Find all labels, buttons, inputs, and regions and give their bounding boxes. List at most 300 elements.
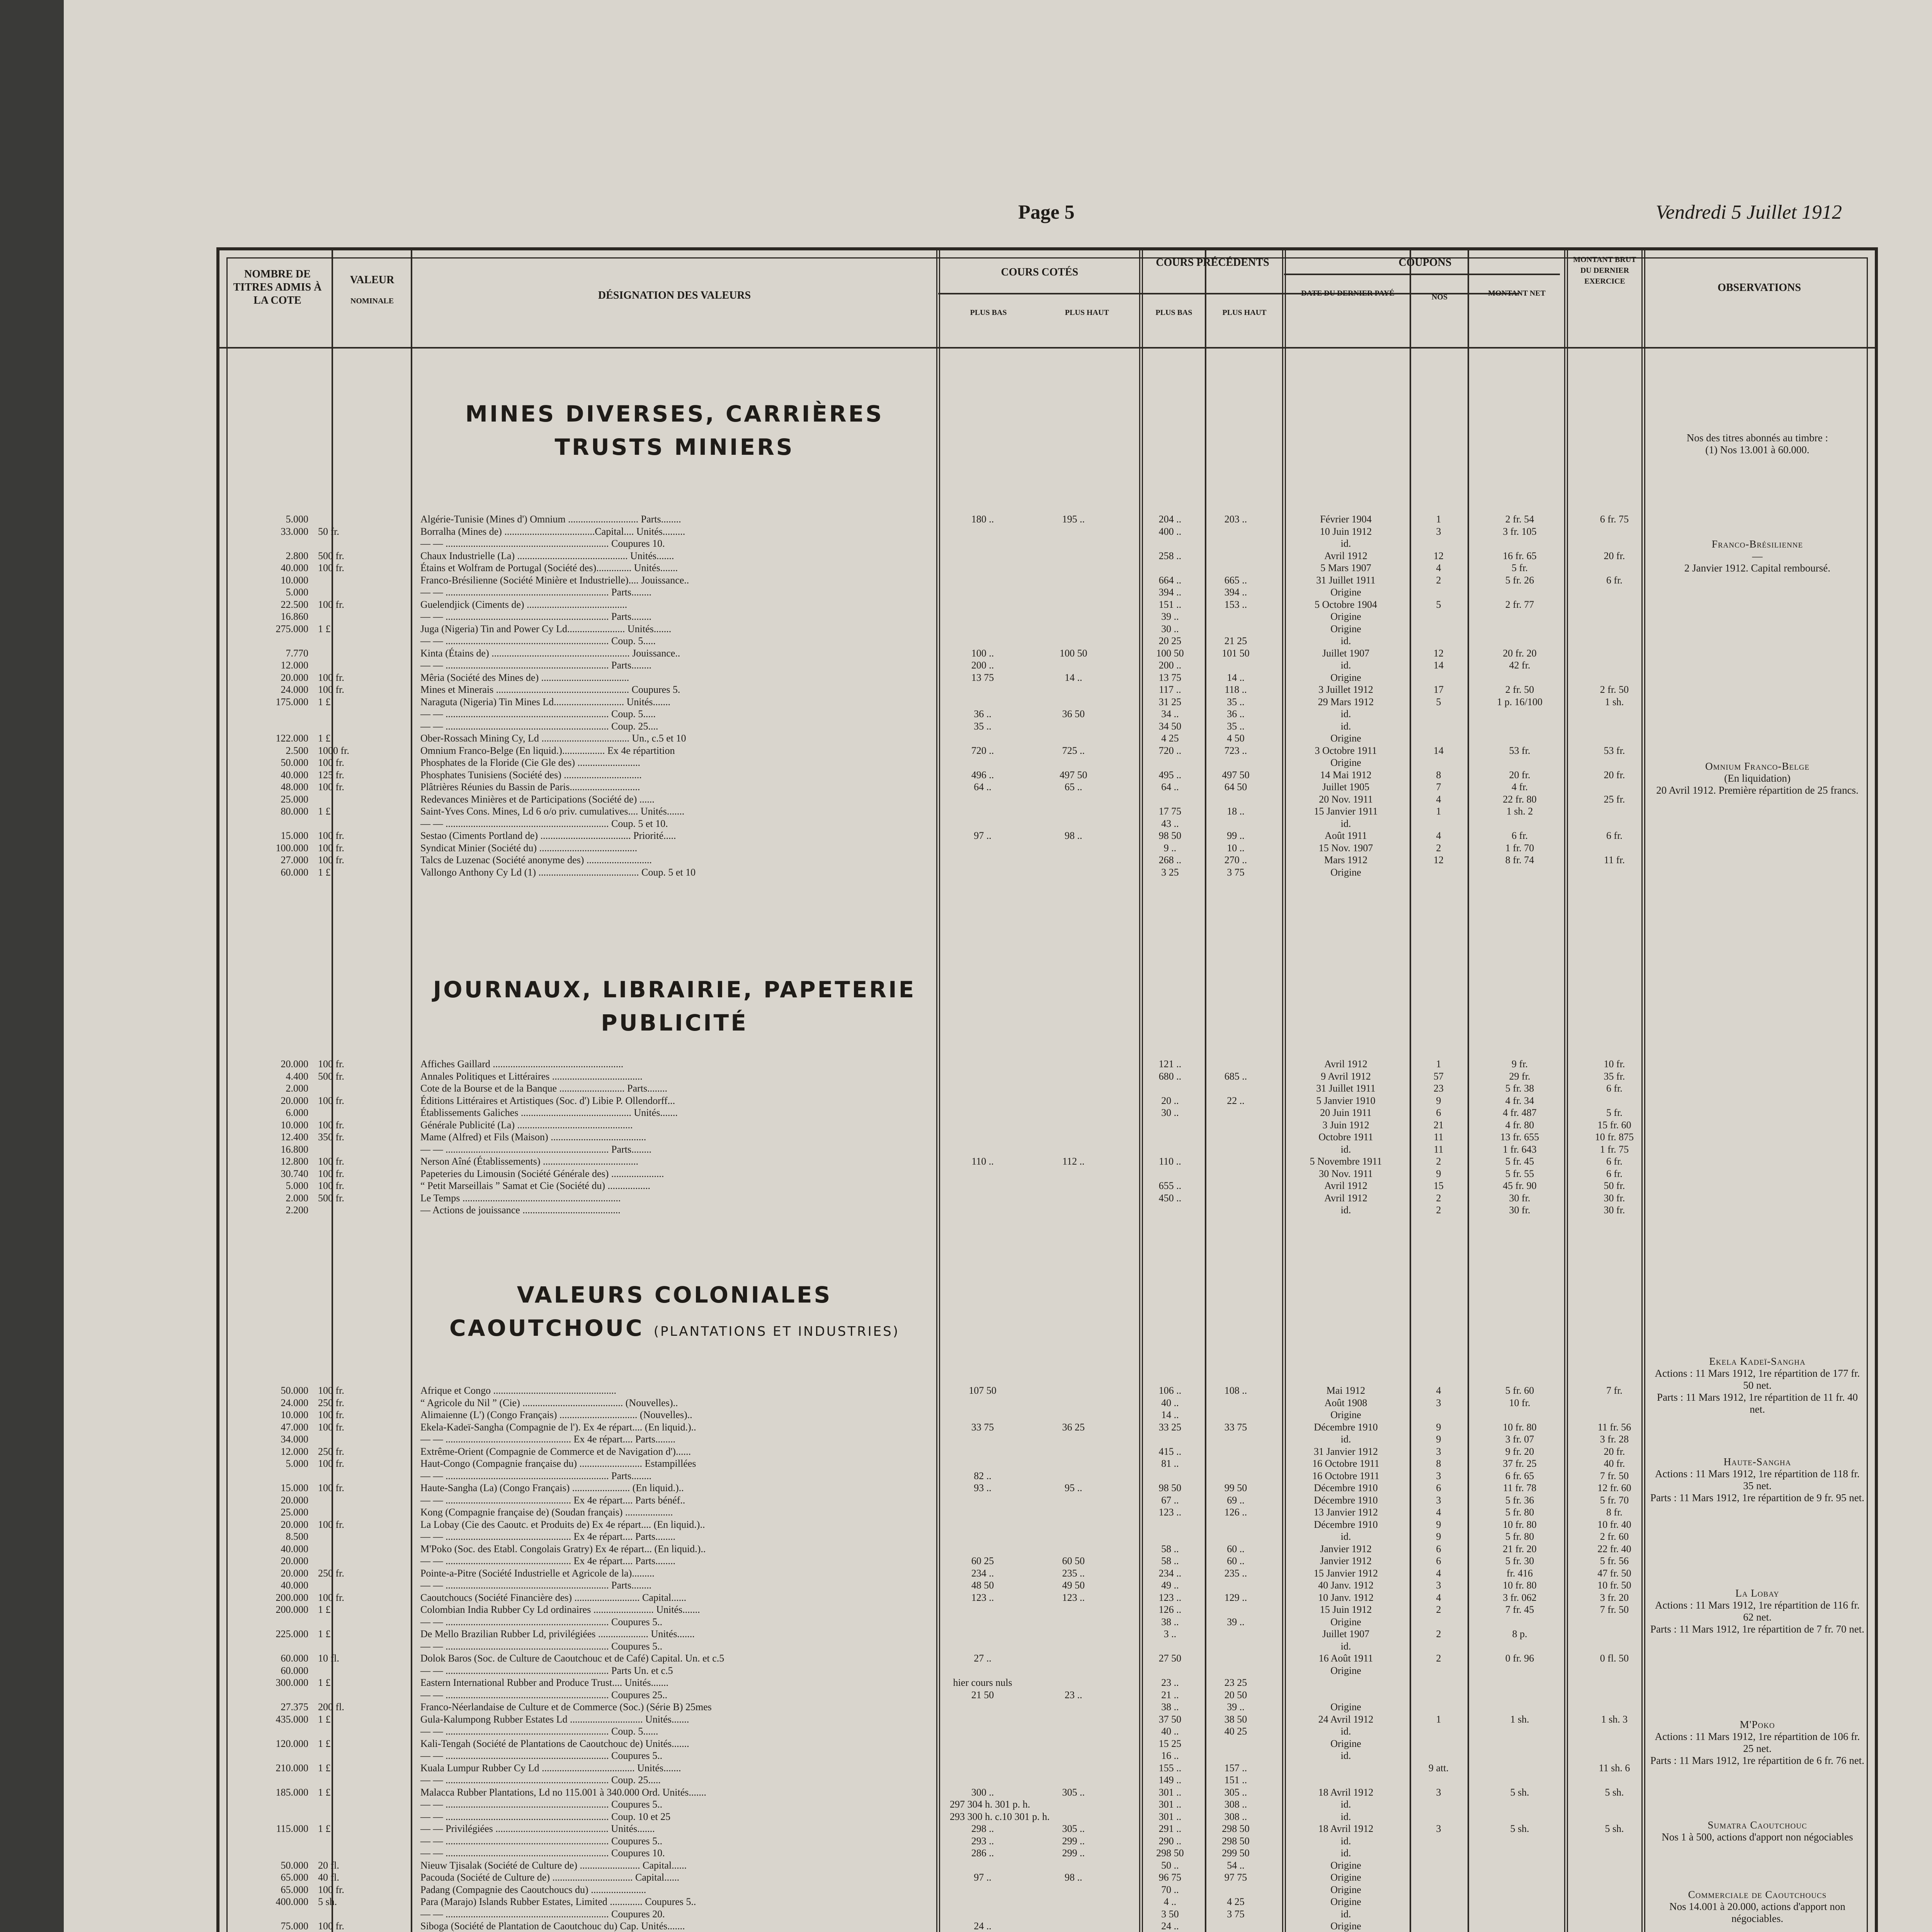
- table-row: [219, 537, 1641, 550]
- cell-prec-bas: 38 ..: [1161, 1701, 1179, 1713]
- cell-date-coupon: id.: [1340, 1799, 1351, 1810]
- cell-montant-brut: 6 fr.: [1606, 1156, 1622, 1167]
- cell-designation: Éditions Littéraires et Artistiques (Soc. d') Libie P. Ollendorff...: [420, 1095, 675, 1106]
- table-row: [219, 1920, 1641, 1932]
- obs-abonnes-2: (1) Nos 13.001 à 60.000.: [1705, 444, 1810, 456]
- cell-titres: 2.800: [286, 550, 308, 561]
- col-valeur-sub: NOMINALE: [350, 297, 394, 305]
- table-row: [219, 1786, 1641, 1799]
- cell-date-coupon: 20 Juin 1911: [1320, 1107, 1372, 1118]
- cell-prec-bas: 204 ..: [1158, 514, 1182, 525]
- cell-numero-coupon: 5: [1436, 599, 1441, 610]
- cell-numero-coupon: 6: [1436, 1555, 1441, 1566]
- table-row: [219, 1750, 1641, 1762]
- cell-designation: — — ................................................................. Parts........: [420, 611, 651, 622]
- cell-plus-bas: 33 75: [971, 1421, 994, 1433]
- table-row: [219, 1482, 1641, 1494]
- cell-numero-coupon: 9: [1436, 1421, 1441, 1433]
- cell-montant-brut: 10 fr. 50: [1597, 1580, 1631, 1591]
- cell-prec-bas: 17 75: [1158, 806, 1182, 817]
- table-row: [219, 647, 1641, 660]
- cell-plus-haut: 23 ..: [1065, 1689, 1082, 1701]
- cell-numero-coupon: 6: [1436, 1482, 1441, 1493]
- cell-designation: Mame (Alfred) et Fils (Maison) ......................................: [420, 1131, 646, 1143]
- cell-numero-coupon: 12: [1434, 647, 1444, 659]
- cell-titres: 7.770: [286, 647, 308, 659]
- cell-prec-bas: 20 25: [1158, 635, 1182, 646]
- cell-prec-bas: 38 ..: [1161, 1616, 1179, 1628]
- table-row: [219, 1701, 1641, 1713]
- cell-montant-brut: 15 fr. 60: [1597, 1119, 1631, 1131]
- cell-montant-net: 10 fr. 80: [1503, 1421, 1537, 1433]
- cell-designation: — — ................................................................. Coup. 25.....: [420, 1774, 661, 1786]
- cell-designation: Guelendjick (Ciments de) ........................................: [420, 599, 628, 610]
- cell-date-coupon: 10 Juin 1912: [1320, 526, 1372, 537]
- cell-prec-bas: 680 ..: [1158, 1070, 1182, 1082]
- obs-hs-text1: Actions : 11 Mars 1912, 1re répartition de 118 fr. 35 net.: [1655, 1468, 1860, 1492]
- cell-designation: Pointe-a-Pitre (Société Industrielle et Agricole de la).........: [420, 1567, 655, 1579]
- cell-numero-coupon: 4: [1436, 1507, 1441, 1518]
- cell-prec-bas: 98 50: [1158, 830, 1182, 841]
- cell-valeur: 1000 fr.: [318, 745, 349, 756]
- table-row: [219, 635, 1641, 647]
- cell-date-coupon: 5 Novembre 1911: [1310, 1156, 1382, 1167]
- cell-valeur: 1 £: [318, 1604, 331, 1615]
- cell-prec-bas: 117 ..: [1159, 684, 1181, 695]
- cell-prec-haut: 151 ..: [1224, 1774, 1247, 1786]
- obs-ofb-text2: 20 Avril 1912. Première répartition de 25 francs.: [1656, 784, 1859, 796]
- cell-designation: — — .................................................. Ex 4e répart.... Parts........: [420, 1531, 676, 1542]
- cell-prec-bas: 291 ..: [1158, 1823, 1182, 1834]
- cell-valeur: 100 fr.: [318, 854, 344, 866]
- table-row: [219, 1519, 1641, 1531]
- cell-numero-coupon: 2: [1436, 1156, 1441, 1167]
- cell-prec-haut: 126 ..: [1224, 1507, 1247, 1518]
- cell-montant-brut: 5 fr. 70: [1600, 1494, 1629, 1506]
- cell-designation: — — ................................................................. Coup. 5 et 10.: [420, 818, 668, 829]
- cell-titres: 20.000: [281, 1555, 308, 1566]
- cell-date-coupon: 30 Nov. 1911: [1319, 1168, 1373, 1179]
- cell-designation: — — ................................................................. Parts........: [420, 1580, 651, 1591]
- cell-numero-coupon: 7: [1436, 781, 1441, 793]
- table-row: [219, 550, 1641, 562]
- table-row: [219, 1384, 1641, 1397]
- cell-numero-coupon: 3: [1436, 526, 1441, 537]
- cell-prec-bas: 655 ..: [1158, 1180, 1182, 1191]
- cell-designation: Mêria (Société des Mines de) ...................................: [420, 672, 629, 683]
- cell-montant-brut: 6 fr.: [1606, 1168, 1622, 1179]
- section-mines: [413, 397, 936, 464]
- cell-plus-bas: 286 ..: [971, 1847, 994, 1859]
- cell-montant-net: 5 fr. 30: [1505, 1555, 1534, 1566]
- table-row: [219, 1689, 1641, 1701]
- table-row: [219, 1204, 1641, 1216]
- cell-designation: La Lobay (Cie des Caoutc. et Produits de) Ex 4e répart.... (En liquid.)..: [420, 1519, 705, 1530]
- table-row: [219, 805, 1641, 818]
- obs-ofb-title: Omnium Franco-Belge: [1705, 760, 1810, 772]
- cell-titres: 20.000: [281, 1494, 308, 1506]
- cell-designation: Gula-Kalumpong Rubber Estates Ld ............................. Unités.......: [420, 1713, 689, 1725]
- cell-valeur: 500 fr.: [318, 550, 344, 561]
- cell-date-coupon: id.: [1340, 635, 1351, 646]
- obs-eks-title: Ekela Kadeï-Sangha: [1709, 1355, 1806, 1367]
- cell-titres: 20.000: [281, 1058, 308, 1070]
- cell-prec-haut: 69 ..: [1227, 1494, 1245, 1506]
- cell-prec-bas: 49 ..: [1161, 1580, 1179, 1591]
- cell-prec-haut: 39 ..: [1227, 1701, 1245, 1713]
- cell-date-coupon: Origine: [1330, 757, 1361, 768]
- cell-numero-coupon: 9: [1436, 1168, 1441, 1179]
- cell-montant-net: 5 fr. 80: [1505, 1531, 1534, 1542]
- cell-designation: Colombian India Rubber Cy Ld ordinaires ........................ Unités.......: [420, 1604, 700, 1615]
- cell-date-coupon: id.: [1340, 1434, 1351, 1445]
- cell-titres: 34.000: [281, 1434, 308, 1445]
- cell-numero-coupon: 15: [1434, 1180, 1444, 1191]
- cell-prec-bas: 123 ..: [1158, 1507, 1182, 1518]
- cell-date-coupon: 5 Mars 1907: [1320, 562, 1371, 573]
- cell-valeur: 100 fr.: [318, 1409, 344, 1420]
- cell-titres: 12.000: [281, 660, 308, 671]
- cell-plus-bas: 24 ..: [974, 1920, 992, 1932]
- caoutchouc-subheading: (PLANTATIONS ET INDUSTRIES): [653, 1324, 900, 1339]
- cell-plus-bas: 97 ..: [974, 1872, 992, 1883]
- cell-designation: Étains et Wolfram de Portugal (Société des).............. Unités.......: [420, 562, 678, 573]
- section-journaux: [413, 973, 936, 1039]
- cell-montant-brut: 6 fr.: [1606, 1083, 1622, 1094]
- cell-date-coupon: Avril 1912: [1324, 1180, 1367, 1191]
- cell-prec-bas: 394 ..: [1158, 587, 1182, 598]
- cell-designation: — — ................................................................. Parts........: [420, 1470, 651, 1481]
- cell-plus-haut: 14 ..: [1065, 672, 1082, 683]
- cell-date-coupon: id.: [1340, 708, 1351, 719]
- cell-valeur: 100 fr.: [318, 1884, 344, 1895]
- cell-designation: — — ................................................................. Coup. 5.....: [420, 708, 656, 719]
- cell-titres: 40.000: [281, 562, 308, 573]
- table-row: [219, 1665, 1641, 1677]
- col-observations: OBSERVATIONS: [1718, 282, 1801, 294]
- cell-titres: 65.000: [281, 1884, 308, 1895]
- cell-titres: 400.000: [276, 1896, 308, 1907]
- cell-designation: Juga (Nigeria) Tin and Power Cy Ld....................... Unités.......: [420, 623, 672, 634]
- cell-numero-coupon: 4: [1436, 830, 1441, 841]
- cell-designation: — — ................................................................. Coupures 5..: [420, 1750, 663, 1761]
- cell-plus-bas: 60 25: [971, 1555, 994, 1566]
- cell-date-coupon: id.: [1340, 1143, 1351, 1155]
- table-row: [219, 1604, 1641, 1616]
- cell-prec-haut: 723 ..: [1224, 745, 1247, 756]
- cell-montant-brut: 8 fr.: [1606, 1507, 1622, 1518]
- cell-montant-net: 9 fr.: [1512, 1058, 1528, 1070]
- cell-prec-haut: 153 ..: [1224, 599, 1247, 610]
- cell-designation: Padang (Compagnie des Caoutchoucs du) ......................: [420, 1884, 646, 1895]
- cell-designation: Phosphates de la Floride (Cie Gle des) .........................: [420, 757, 641, 768]
- table-row: [219, 1762, 1641, 1774]
- cell-titres: 2.200: [286, 1204, 308, 1216]
- cell-numero-coupon: 2: [1436, 574, 1441, 586]
- table-row: [219, 769, 1641, 781]
- cell-prec-haut: 101 50: [1222, 647, 1250, 659]
- cell-titres: 20.000: [281, 1567, 308, 1579]
- cell-montant-net: 4 fr. 34: [1505, 1095, 1534, 1106]
- cell-montant-brut: 6 fr. 75: [1600, 514, 1629, 525]
- cell-titres: 60.000: [281, 1653, 308, 1664]
- table-row: [219, 708, 1641, 720]
- cell-montant-net: 21 fr. 20: [1503, 1543, 1537, 1554]
- cell-montant-brut: 5 fr. 56: [1600, 1555, 1629, 1566]
- caoutchouc-heading: CAOUTCHOUC: [449, 1315, 644, 1341]
- cell-designation: Kali-Tengah (Société de Plantations de Caoutchouc de) Unités.......: [420, 1738, 689, 1749]
- cell-designation: — — ................................................................. Coup. 5......: [420, 1726, 658, 1737]
- table-row: [219, 1070, 1641, 1083]
- obs-mpoko: [1649, 1719, 1866, 1767]
- cell-montant-brut: 1 sh.: [1605, 696, 1624, 707]
- section-mines-subtitle: TRUSTS MINIERS: [554, 434, 794, 460]
- cell-valeur: 100 fr.: [318, 1180, 344, 1191]
- cell-date-coupon: Juillet 1905: [1322, 781, 1370, 793]
- cell-montant-net: 9 fr. 20: [1505, 1446, 1534, 1457]
- cell-montant-brut: 30 fr.: [1604, 1192, 1625, 1204]
- table-row: [219, 696, 1641, 708]
- cell-plus-haut: 123 ..: [1062, 1592, 1085, 1603]
- cell-date-coupon: id.: [1340, 720, 1351, 732]
- cell-plus-bas: 13 75: [971, 672, 994, 683]
- cell-montant-brut: 3 fr. 20: [1600, 1592, 1629, 1603]
- cell-prec-haut: 20 50: [1224, 1689, 1247, 1701]
- cell-designation: — — ................................................................. Coupures 25..: [420, 1689, 668, 1701]
- cell-plus-haut: 112 ..: [1062, 1156, 1085, 1167]
- obs-eks-text2: Parts : 11 Mars 1912, 1re répartition de 11 fr. 40 net.: [1657, 1391, 1858, 1415]
- table-row: [219, 1446, 1641, 1458]
- cell-plus-bas: 496 ..: [971, 769, 994, 781]
- table-row: [219, 1131, 1641, 1143]
- cell-prec-bas: 20 ..: [1161, 1095, 1179, 1106]
- cell-date-coupon: Origine: [1330, 1616, 1361, 1628]
- cell-numero-coupon: 1: [1436, 1713, 1441, 1725]
- cell-date-coupon: 15 Janvier 1911: [1314, 806, 1378, 817]
- cell-montant-net: 5 sh.: [1510, 1823, 1529, 1834]
- cell-date-coupon: Juillet 1907: [1322, 647, 1370, 659]
- cell-montant-net: 5 fr. 55: [1505, 1168, 1534, 1179]
- cell-designation: Alimaienne (L') (Congo Français) ............................... (Nouvelles)..: [420, 1409, 692, 1420]
- cell-designation: Omnium Franco-Belge (En liquid.)................. Ex 4e répartition: [420, 745, 675, 756]
- cell-numero-coupon: 9: [1436, 1095, 1441, 1106]
- cell-montant-net: 29 fr.: [1509, 1070, 1531, 1082]
- cell-plus-haut: 100 50: [1060, 647, 1087, 659]
- cell-numero-coupon: 3: [1436, 1397, 1441, 1408]
- cell-date-coupon: 31 Juillet 1911: [1316, 1083, 1376, 1094]
- cell-montant-net: 6 fr.: [1512, 830, 1528, 841]
- cell-designation: — — .................................................. Ex 4e répart.... Parts bénéf..: [420, 1494, 685, 1506]
- cell-valeur: 250 fr.: [318, 1397, 344, 1408]
- cell-date-coupon: id.: [1340, 1640, 1351, 1652]
- cell-date-coupon: Décembre 1910: [1314, 1494, 1378, 1506]
- cell-prec-bas: 450 ..: [1158, 1192, 1182, 1204]
- table-row: [219, 1168, 1641, 1180]
- cell-prec-bas: 34 ..: [1161, 708, 1179, 719]
- cell-date-coupon: Août 1908: [1324, 1397, 1367, 1408]
- cell-designation: — — ................................................................. Coup. 10 et 25: [420, 1811, 671, 1822]
- cell-titres: 27.000: [281, 854, 308, 866]
- cell-titres: 225.000: [276, 1628, 308, 1639]
- cell-titres: 65.000: [281, 1872, 308, 1883]
- obs-mpo-title: M'Poko: [1740, 1719, 1775, 1730]
- cell-plus-haut: 235 ..: [1062, 1567, 1085, 1579]
- cell-prec-bas: 200 ..: [1158, 660, 1182, 671]
- table-row: [219, 732, 1641, 745]
- cell-date-coupon: Origine: [1330, 1665, 1361, 1676]
- cell-prec-haut: 298 50: [1222, 1835, 1250, 1847]
- cell-date-coupon: 9 Avril 1912: [1321, 1070, 1371, 1082]
- cell-date-coupon: Origine: [1330, 672, 1361, 683]
- cell-numero-coupon: 14: [1434, 660, 1444, 671]
- section-mines-title: MINES DIVERSES, CARRIÈRES: [465, 401, 884, 427]
- cell-titres: 185.000: [276, 1786, 308, 1798]
- cell-prec-bas: 34 50: [1158, 720, 1182, 732]
- cell-plus-bas: 36 ..: [974, 708, 992, 719]
- cell-prec-haut: 99 ..: [1227, 830, 1245, 841]
- cell-montant-brut: 10 fr.: [1604, 1058, 1625, 1070]
- cell-prec-bas: 290 ..: [1158, 1835, 1182, 1847]
- cell-titres: 16.800: [281, 1143, 308, 1155]
- col-nombre: NOMBRE DE TITRES ADMIS À LA COTE: [233, 268, 322, 306]
- cell-montant-net: 1 sh. 2: [1506, 806, 1533, 817]
- obs-sum-title: Sumatra Caoutchouc: [1708, 1819, 1807, 1831]
- cell-designation: Kinta (Étains de) ....................................................... Jouissance..: [420, 647, 680, 659]
- cell-montant-brut: 11 fr.: [1604, 854, 1625, 866]
- cell-valeur: 100 fr.: [318, 1156, 344, 1167]
- cell-titres: 48.000: [281, 781, 308, 793]
- cell-prec-bas: 37 50: [1158, 1713, 1182, 1725]
- cell-prec-bas: 24 ..: [1161, 1920, 1179, 1932]
- cell-montant-net: 10 fr. 80: [1503, 1580, 1537, 1591]
- cell-plus-haut: 305 ..: [1062, 1823, 1085, 1834]
- cell-prec-haut: 308 ..: [1224, 1799, 1247, 1810]
- cell-montant-brut: 25 fr.: [1604, 793, 1625, 805]
- cell-numero-coupon: 6: [1436, 1543, 1441, 1554]
- cell-numero-coupon: 3: [1436, 1786, 1441, 1798]
- cell-prec-haut: 38 50: [1224, 1713, 1247, 1725]
- cell-numero-coupon: 57: [1434, 1070, 1444, 1082]
- cell-date-coupon: Mai 1912: [1326, 1385, 1366, 1396]
- cell-titres: 75.000: [281, 1920, 308, 1932]
- cell-numero-coupon: 17: [1434, 684, 1444, 695]
- cell-prec-haut: 497 50: [1222, 769, 1250, 781]
- cell-plus-haut: 49 50: [1062, 1580, 1085, 1591]
- table-row: [219, 1798, 1641, 1811]
- cell-date-coupon: id.: [1340, 1204, 1351, 1216]
- cell-titres: 10.000: [281, 1119, 308, 1131]
- cell-montant-brut: 30 fr.: [1604, 1204, 1625, 1216]
- cell-date-coupon: Origine: [1330, 1738, 1361, 1749]
- table-row: [219, 781, 1641, 793]
- cell-prec-haut: 39 ..: [1227, 1616, 1245, 1628]
- cell-date-coupon: Origine: [1330, 1872, 1361, 1883]
- cell-plus-bas: 107 50: [969, 1385, 997, 1396]
- obs-sumatra: [1649, 1819, 1866, 1843]
- cell-montant-brut: 12 fr. 60: [1597, 1482, 1631, 1493]
- cell-titres: 100.000: [276, 842, 308, 854]
- table-row: [219, 1192, 1641, 1204]
- cell-designation: Nieuw Tjisalak (Société de Culture de) ........................ Capital......: [420, 1859, 687, 1871]
- coupons-sub-rule: [1284, 274, 1560, 275]
- rows-journaux: [219, 1058, 1641, 1216]
- cell-date-coupon: Origine: [1330, 1701, 1361, 1713]
- cell-valeur: 100 fr.: [318, 1458, 344, 1469]
- cell-montant-brut: 1 fr. 75: [1600, 1143, 1629, 1155]
- cell-designation: Cote de la Bourse et de la Banque .......................... Parts........: [420, 1083, 668, 1094]
- cell-numero-coupon: 2: [1436, 842, 1441, 854]
- table-row: [219, 1470, 1641, 1482]
- cell-montant-net: 1 sh.: [1510, 1713, 1529, 1725]
- cell-numero-coupon: 4: [1436, 793, 1441, 805]
- cell-valeur: 10 fl.: [318, 1653, 339, 1664]
- table-row: [219, 599, 1641, 611]
- cell-plus-bas: 720 ..: [971, 745, 994, 756]
- cell-prec-bas: 16 ..: [1161, 1750, 1179, 1761]
- cell-prec-bas: 64 ..: [1161, 781, 1179, 793]
- cell-montant-net: 5 fr. 60: [1505, 1385, 1534, 1396]
- cell-montant-brut: 6 fr.: [1606, 574, 1622, 586]
- cell-date-coupon: 24 Avril 1912: [1318, 1713, 1374, 1725]
- cell-date-coupon: Décembre 1910: [1314, 1519, 1378, 1530]
- cell-designation: — — ................................................................. Parts........: [420, 660, 651, 671]
- cell-prec-haut: 203 ..: [1224, 514, 1247, 525]
- cell-montant-net: 4 fr. 487: [1503, 1107, 1537, 1118]
- cell-designation: Mines et Minerais ..................................................... Coupures 5.: [420, 684, 680, 695]
- cell-valeur: 100 fr.: [318, 1592, 344, 1603]
- cell-designation: — — ................................................................. Coupures 5..: [420, 1835, 663, 1847]
- cell-designation: — — ................................................................. Parts Un. et c.5: [420, 1665, 673, 1676]
- cell-plus-bas: 100 ..: [971, 647, 994, 659]
- cell-date-coupon: Origine: [1330, 733, 1361, 744]
- cell-numero-coupon: 2: [1436, 1604, 1441, 1615]
- cell-titres: 24.000: [281, 684, 308, 695]
- cell-prec-haut: 308 ..: [1224, 1811, 1247, 1822]
- cell-date-coupon: Janvier 1912: [1320, 1555, 1372, 1566]
- cell-plus-haut: 98 ..: [1065, 830, 1082, 841]
- cell-prec-bas: 39 ..: [1161, 611, 1179, 622]
- header-bottom-rule: [219, 347, 1875, 349]
- table-row: [219, 1119, 1641, 1131]
- table-row: [219, 1433, 1641, 1446]
- cell-date-coupon: 3 Octobre 1911: [1315, 745, 1377, 756]
- cell-titres: 10.000: [281, 574, 308, 586]
- table-row: [219, 1506, 1641, 1519]
- cell-prec-bas: 31 25: [1158, 696, 1182, 707]
- cell-designation: Algérie-Tunisie (Mines d') Omnium ............................ Parts........: [420, 514, 681, 525]
- cell-titres: 25.000: [281, 1507, 308, 1518]
- cell-numero-coupon: 9 att.: [1429, 1762, 1449, 1774]
- table-row: [219, 1835, 1641, 1847]
- section-coloniales: [413, 1278, 936, 1348]
- cell-prec-bas: 30 ..: [1161, 1107, 1179, 1118]
- cell-designation: Générale Publicité (La) ..............................................: [420, 1119, 633, 1131]
- cell-prec-bas: 151 ..: [1158, 599, 1182, 610]
- cell-prec-haut: 4 25: [1227, 1896, 1245, 1907]
- cell-date-coupon: Janvier 1912: [1320, 1543, 1372, 1554]
- cell-montant-net: 3 fr. 105: [1503, 526, 1537, 537]
- page-number: Page 5: [1018, 201, 1075, 223]
- table-row: [219, 1567, 1641, 1580]
- cell-numero-coupon: 2: [1436, 1628, 1441, 1639]
- table-row: [219, 1458, 1641, 1470]
- cell-prec-bas: 33 25: [1158, 1421, 1182, 1433]
- cell-valeur: 100 fr.: [318, 599, 344, 610]
- cell-prec-haut: 10 ..: [1227, 842, 1245, 854]
- cell-titres: 80.000: [281, 806, 308, 817]
- cell-date-coupon: id.: [1340, 1847, 1351, 1859]
- cell-montant-brut: 7 fr. 50: [1600, 1604, 1629, 1615]
